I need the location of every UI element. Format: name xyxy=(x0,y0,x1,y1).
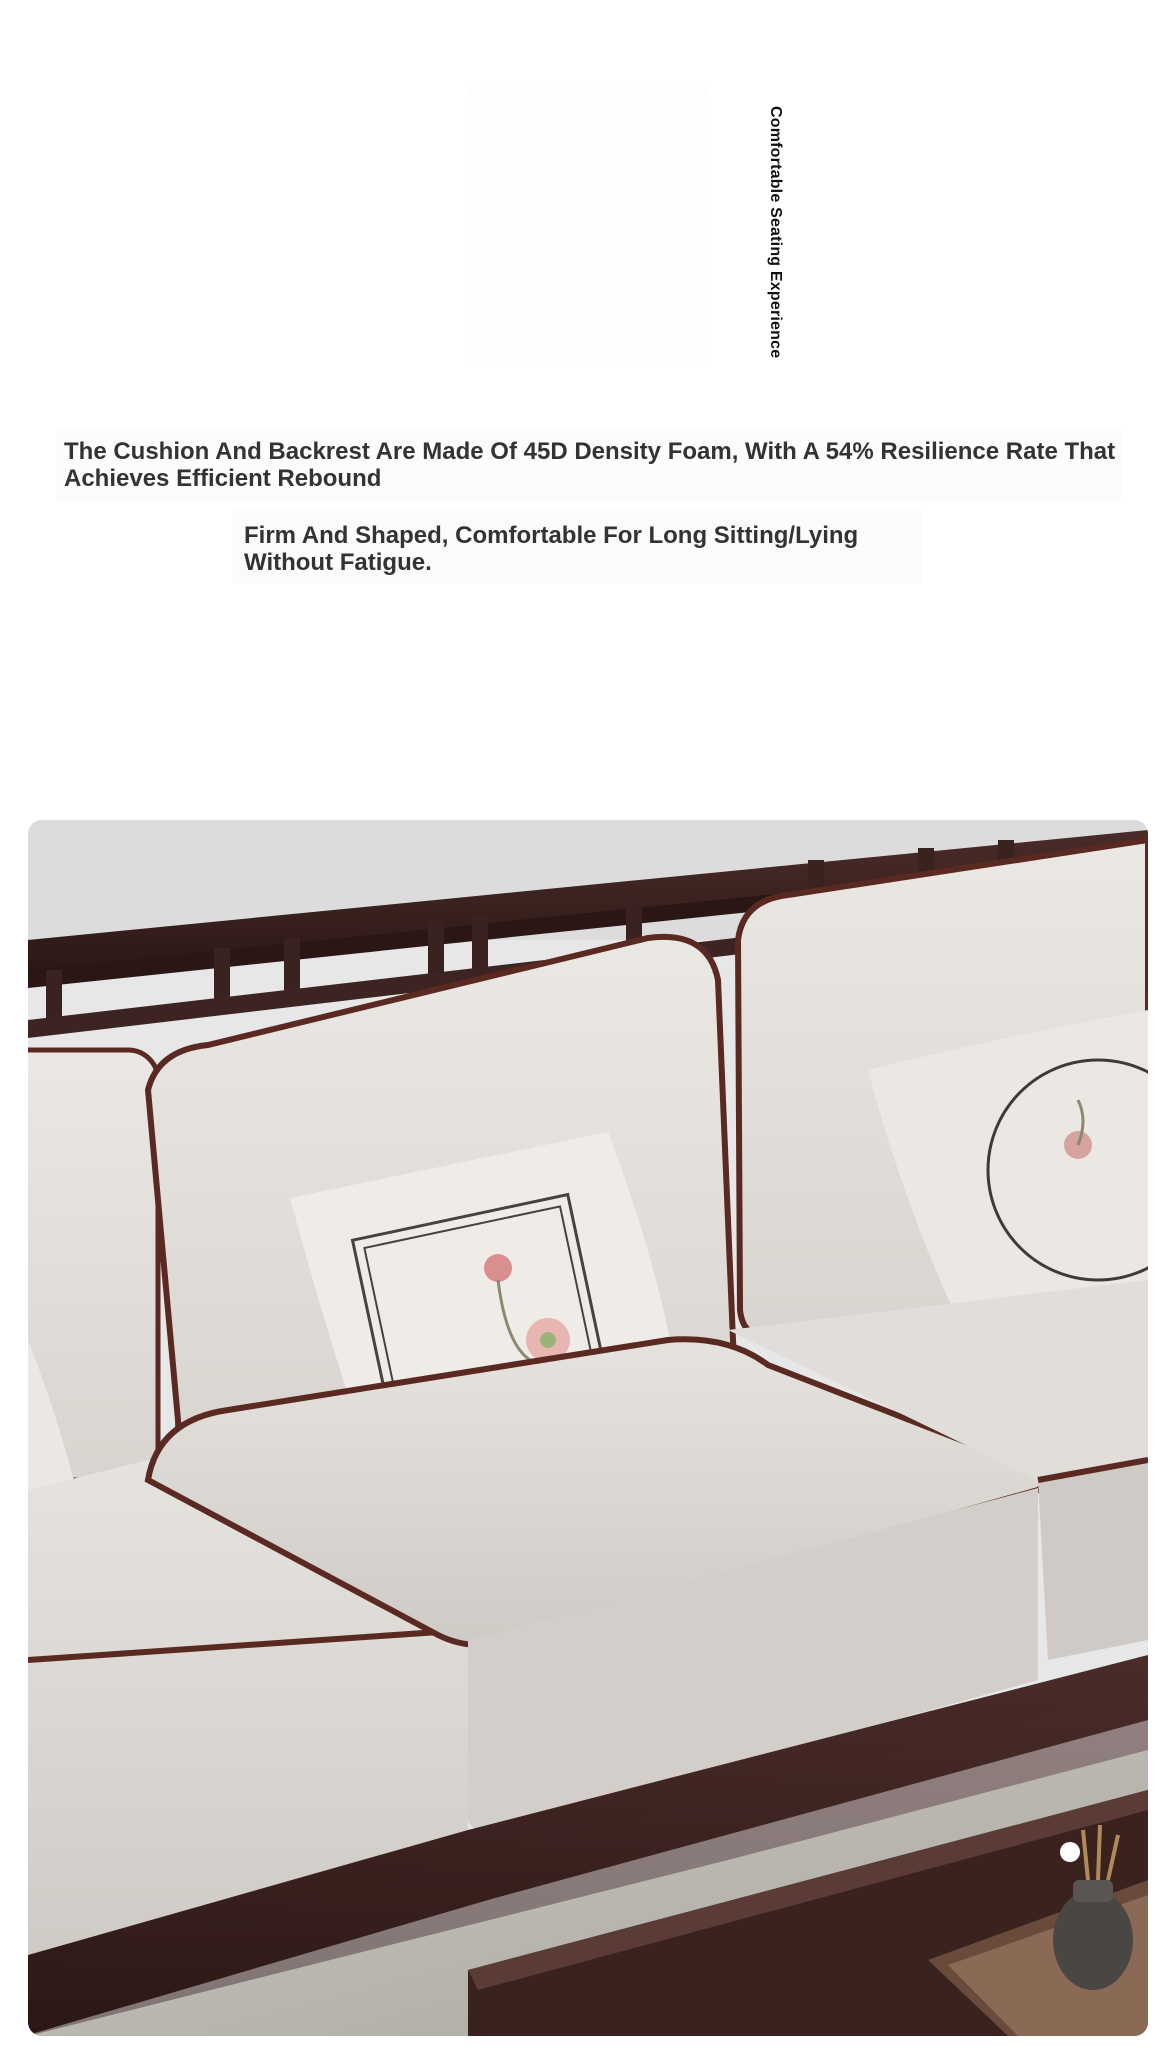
feature-subline: Firm And Shaped, Comfortable For Long Sitting/Lying Without Fatigue. xyxy=(244,522,859,576)
faded-background-panel xyxy=(466,86,710,366)
feature-headline: The Cushion And Backrest Are Made Of 45D Density Foam, With A 54% Resilience Rate That Achieves Efficient Rebound xyxy=(64,438,1116,492)
sofa-photo xyxy=(28,820,1148,2036)
section-title-vertical: Comfortable Seating Experience xyxy=(767,106,784,359)
